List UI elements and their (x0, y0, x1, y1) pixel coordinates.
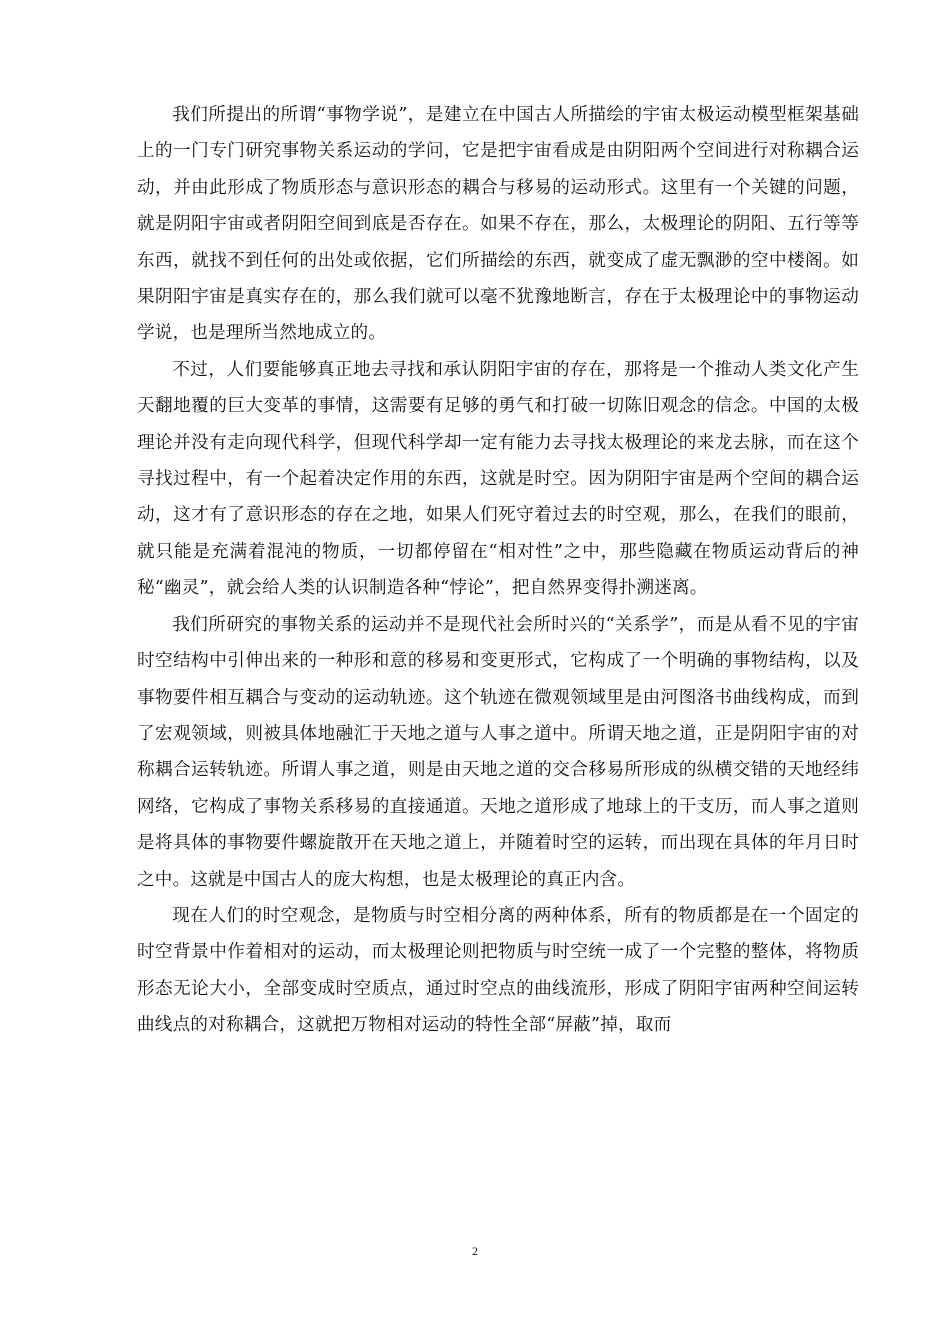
page-number: 2 (472, 1244, 478, 1258)
paragraph-2: 不过，人们要能够真正地去寻找和承认阴阳宇宙的存在，那将是一个推动人类文化产生天翻地覆的巨大变革的事情，这需要有足够的勇气和打破一切陈旧观念的信念。中国的太极理论并没有走向现代科学，但现代科学却一定有能力去寻找太极理论的来龙去脉，而在这个寻找过程中，有一个起着决定作用的东西，这就是时空。因为阴阳宇宙是两个空间的耦合运动，这才有了意识形态的存在之地，如果人们死守着过去的时空观，那么，在我们的眼前，就只能是充满着混沌的物质，一切都停留在“相对性”之中，那些隐藏在物质运动背后的神秘“幽灵”，就会给人类的认识制造各种“悖论”，把自然界变得扑溯迷离。 (137, 359, 859, 599)
paragraph-4: 现在人们的时空观念，是物质与时空相分离的两种体系，所有的物质都是在一个固定的时空背景中作着相对的运动，而太极理论则把物质与时空统一成了一个完整的整体，将物质形态无论大小，全部变成时空质点，通过时空点的曲线流形，形成了阴阳宇宙两种空间运转曲线点的对称耦合，这就把万物相对运动的特性全部“屏蔽”掉，取而 (137, 905, 859, 1036)
paragraph-1: 我们所提出的所谓“事物学说”，是建立在中国古人所描绘的宇宙太极运动模型框架基础上的一门专门研究事物关系运动的学问，它是把宇宙看成是由阴阳两个空间进行对称耦合运动，并由此形成了物质形态与意识形态的耦合与移易的运动形式。这里有一个关键的问题，就是阴阳宇宙或者阴阳空间到底是否存在。如果不存在，那么，太极理论的阴阳、五行等等东西，就找不到任何的出处或依据，它们所描绘的东西，就变成了虚无飘渺的空中楼阁。如果阴阳宇宙是真实存在的，那么我们就可以毫不犹豫地断言，存在于太极理论中的事物运动学说，也是理所当然地成立的。 (137, 105, 859, 344)
body-text (137, 97, 859, 1044)
paragraph-3: 我们所研究的事物关系的运动并不是现代社会所时兴的“关系学”，而是从看不见的宇宙时空结构中引伸出来的一种形和意的移易和变更形式，它构成了一个明确的事物结构，以及事物要件相互耦合与变动的运动轨迹。这个轨迹在微观领域里是由河图洛书曲线构成，而到了宏观领域，则被具体地融汇于天地之道与人事之道中。所谓天地之道，正是阴阳宇宙的对称耦合运转轨迹。所谓人事之道，则是由天地之道的交合移易所形成的纵横交错的天地经纬网络，它构成了事物关系移易的直接通道。天地之道形成了地球上的干支历，而人事之道则是将具体的事物要件螺旋散开在天地之道上，并随着时空的运转，而出现在具体的年月日时之中。这就是中国古人的庞大构想，也是太极理论的真正内含。 (137, 614, 859, 890)
